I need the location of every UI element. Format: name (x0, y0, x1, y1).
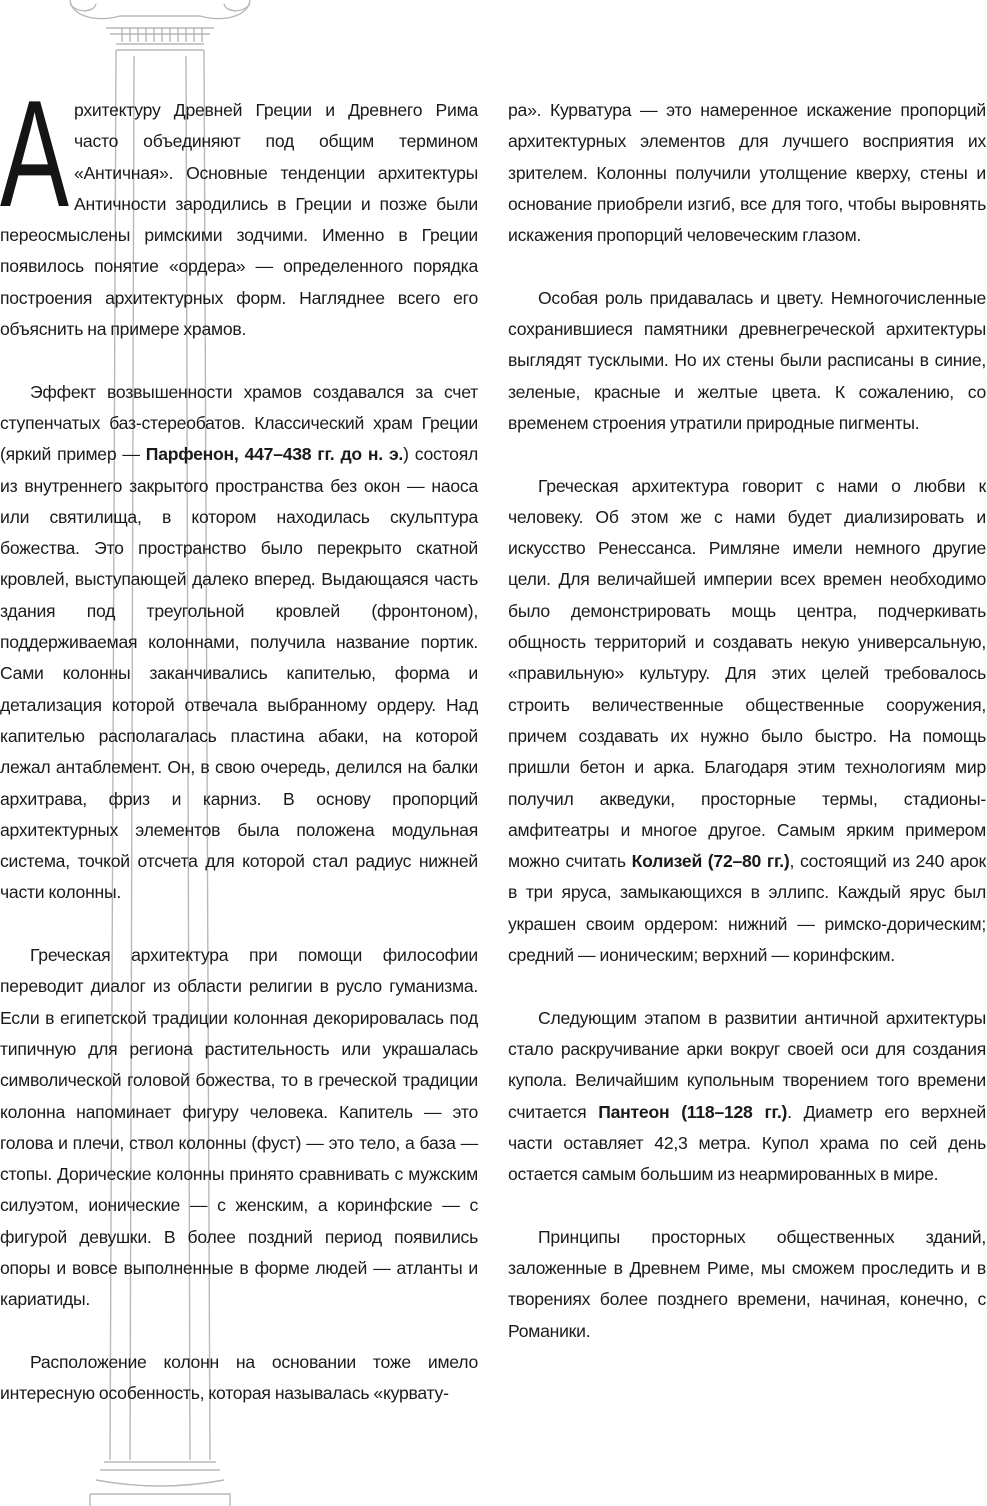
left-text-column (0, 95, 478, 1441)
colosseum-highlight: Колизей (72–80 гг.) (631, 851, 790, 872)
paragraph-curvature-end: ра». Курватура — это намеренное искажение пропорций архитектурных элементов для лучшего восприятия их зрителем. Колонны получили утолщение кверху, стены и основание приобрели изгиб, все для того, чтобы выровнять искажения пропорций человеческим глазом. (508, 100, 986, 246)
paragraph-parthenon: Эффект возвышенности храмов создавался за счет ступенчатых баз-стереобатов. Классический храм Греции (яркий пример — Парфенон, 447–438 гг. до н. э.) состоял из внутреннего закрытого пространства без окон — наоса или святилища, в котором находилась скульптура божества. Это пространство было перекрыто скатной кровлей, выступающей далеко вперед. Выдающаяся часть здания под треугольной кровлей (фронтоном), поддерживаемая колоннами, получила название портик. Сами колонны заканчивались капителью, форма и детализация которой отвечала выбранному ордеру. Над капителью располагалась пластина абаки, на которой лежал антаблемент. Он, в свою очередь, делился на балки архитрава, фриз и карниз. В основу пропорций архитектурных элементов была положена модульная система, точкой отсчета для которой стал радиус нижней части колонны. (0, 381, 478, 903)
paragraph-rome: Греческая архитектура говорит с нами о любви к человеку. Об этом же с нами будет диализировать и искусство Ренессанса. Римляне имели немного другие цели. Для величайшей империи всех времен необходимо было демонстрировать мощь центра, подчеркивать общность территорий и создавать некую универсальную, «правильную» культуру. Для этих целей требовалось строить величественные общественные сооружения, причем создавать их нужно было быстро. На помощь пришли бетон и арка. Благодаря этим технологиям мир получил акведуки, просторные термы, стадионы-амфитеатры и многое другое. Самым ярким примером можно считать Колизей (72–80 гг.), состоящий из 240 арок в три яруса, замыкающихся в эллипс. Каждый ярус был украшен своим ордером: нижний — римско-дорическим; средний — ионическим; верхний — коринфским. (508, 475, 986, 966)
paragraph-pantheon: Следующим этапом в развитии античной архитектуры стало раскручивание арки вокруг своей оси для создания купола. Величайшим купольным творением того времени считается Пантеон (118–128 гг.). Диаметр его верхней части оставляет 42,3 метра. Купол храма по сей день остается самым большим из неармированных в мире. (508, 1007, 986, 1185)
paragraph-color: Особая роль придавалась и цвету. Немногочисленные сохранившиеся памятники древнегреческой архитектуры выглядят тусклыми. Но их стены были расписаны в синие, зеленые, красные и желтые цвета. К сожалению, со временем строения утратили природные пигменты. (508, 287, 986, 433)
parthenon-highlight: Парфенон, 447–438 гг. до н. э. (145, 444, 404, 465)
paragraph-intro: А рхитектуру Древней Греции и Древнего Рима часто объединяют под общим термином «Античная». Основные тенденции архитектуры Античности зародились в Греции и позже были переосмыслены римскими зодчими. Именно в Греции появилось понятие «ордера» — определенного порядка построения архитектурных форм. Нагляднее всего его объяснить на примере храмов. (0, 95, 478, 340)
pantheon-highlight: Пантеон (118–128 гг.) (598, 1101, 788, 1122)
paragraph-romanesque: Принципы просторных общественных зданий, заложенные в Древнем Риме, мы сможем проследить и в творениях более позднего времени, начиная, конечно, с Романики. (508, 1226, 986, 1341)
right-text-column (508, 95, 986, 1378)
paragraph-curvature-start: Расположение колонн на основании тоже имело интересную особенность, которая называлась «курвату- (0, 1351, 478, 1404)
paragraph-humanism: Греческая архитектура при помощи философии переводит диалог из области религии в русло гуманизма. Если в египетской традиции колонная декорировалась под типичную для региона растительность или украшалась символической головой божества, то в греческой традиции колонна напоминает фигуру человека. Капитель — это голова и плечи, ствол колонны (фуст) — это тело, а база — стопы. Дорические колонны принято сравнивать с мужским силуэтом, ионические — с женским, а коринфские — с фигурой девушки. В более поздний период появились опоры и вовсе выполненные в форме людей — атланты и кариатиды. (0, 945, 478, 1310)
drop-cap: А (0, 95, 69, 217)
